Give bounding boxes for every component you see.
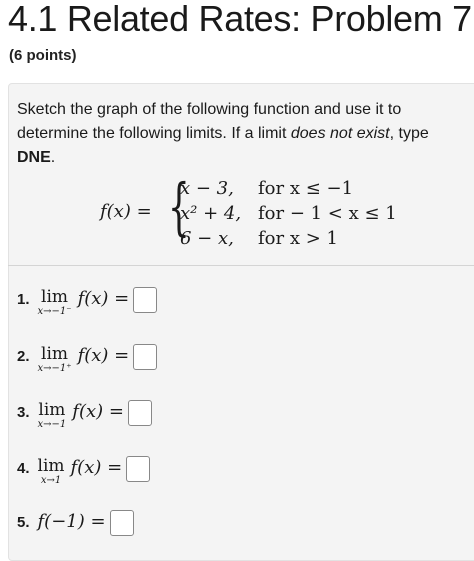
problem-prompt [17,98,467,170]
piece-1-expr: x − 3, [180,178,234,199]
piece-2-cond: for − 1 < x ≤ 1 [258,203,397,224]
limit-subscript: x→−1⁻ [37,306,72,317]
piece-3-cond: for x > 1 [258,228,338,249]
question-number: 2. [17,348,30,365]
limit-expression: f(x) = [77,288,130,309]
prompt-end: . [50,149,56,166]
prompt-emphasis: does not exist [290,125,390,142]
question-5 [17,511,134,536]
limit-expression: f(x) = [70,457,123,478]
limit-operator: lim x→−1 [37,400,67,430]
question-number: 3. [17,404,30,421]
answer-input-3[interactable] [128,400,152,426]
function-lhs: f(x) = [100,201,152,222]
question-2 [17,345,157,374]
question-1 [17,288,157,317]
answer-input-1[interactable] [133,287,157,313]
curly-brace: { [168,170,190,243]
section-divider [8,265,474,266]
points-label: (6 points) [9,47,77,64]
answer-input-4[interactable] [126,456,150,482]
prompt-text-b: , type [389,125,429,142]
question-number: 5. [17,514,30,531]
question-4 [17,457,150,486]
limit-subscript: x→−1⁺ [37,363,72,374]
prompt-text-a: Sketch the graph of the following function and use it to determine the following limits. If a limit [17,101,402,142]
piece-1-cond: for x ≤ −1 [258,178,354,199]
limit-subscript: x→−1 [37,419,67,430]
prompt-dne: DNE [17,149,51,166]
question-number: 1. [17,291,30,308]
limit-expression: f(x) = [72,401,124,422]
value-expression: f(−1) = [37,511,106,532]
limit-expression: f(x) = [77,345,130,366]
question-number: 4. [17,460,30,477]
limit-operator: lim x→−1⁺ [37,344,72,374]
page-title: 4.1 Related Rates: Problem 7 [8,0,472,39]
piece-3-expr: 6 − x, [180,228,234,249]
piece-2-expr: x² + 4, [180,203,242,224]
question-3 [17,401,152,430]
answer-input-5[interactable] [110,510,134,536]
limit-operator: lim x→−1⁻ [37,287,72,317]
answer-input-2[interactable] [133,344,157,370]
limit-operator: lim x→1 [37,456,65,486]
limit-subscript: x→1 [40,475,62,486]
